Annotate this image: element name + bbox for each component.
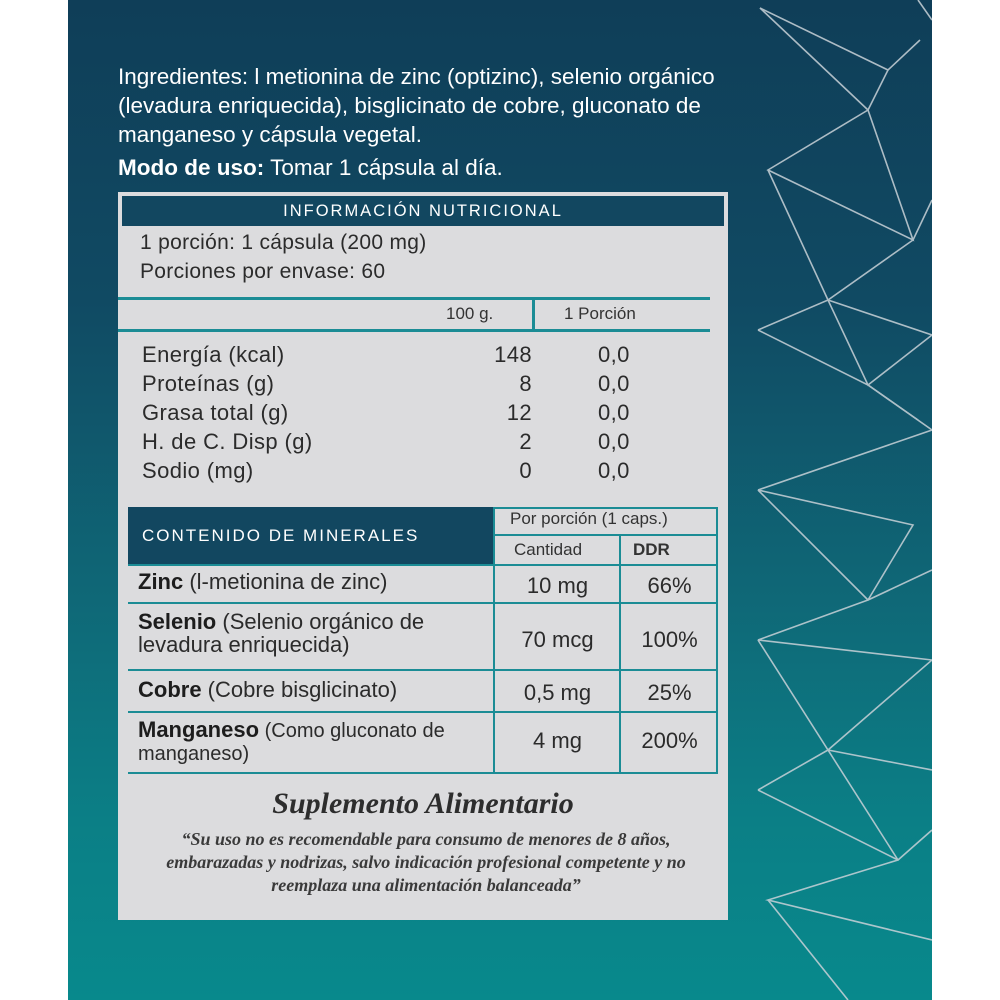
qty-column-label: Cantidad (514, 540, 583, 559)
nutrient-100g: 0 (519, 458, 532, 483)
nutrient-portion: 0,0 (598, 400, 630, 425)
usage-text: Tomar 1 cápsula al día. (270, 155, 503, 180)
mineral-name: Selenio (138, 609, 217, 634)
nutrient-label: Sodio (mg) (142, 458, 254, 483)
nutrient-portion: 0,0 (598, 429, 630, 454)
mineral-qty: 0,5 mg (523, 680, 592, 705)
mineral-qty: 4 mg (533, 728, 582, 753)
nutrition-row (142, 400, 652, 430)
mineral-ddr: 100% (641, 627, 698, 652)
nutrient-100g: 148 (494, 342, 532, 367)
nutrient-label: H. de C. Disp (g) (142, 429, 313, 454)
servings-per-container: Porciones por envase: 60 (140, 260, 386, 283)
mineral-name: Cobre (138, 677, 202, 702)
grid-line (128, 772, 718, 774)
nutrient-label: Grasa total (g) (142, 400, 289, 425)
supplement-title: Suplemento Alimentario (272, 787, 574, 820)
ingredients-text: Ingredientes: l metionina de zinc (optizinc), selenio orgánico (levadura enriquecida), bisglicinato de cobre, gluconato de manganeso y cápsula vegetal. (118, 64, 715, 147)
rule-bottom (118, 329, 710, 332)
mineral-name: Manganeso (138, 717, 260, 742)
col-100g: 100 g. (446, 304, 494, 323)
mineral-ddr: 66% (647, 573, 692, 598)
grid-line (493, 534, 718, 536)
column-divider (532, 297, 535, 332)
nutrition-row (142, 458, 652, 488)
nutrition-row (142, 342, 652, 372)
nutrient-label: Proteínas (g) (142, 371, 275, 396)
warning-text: “Su uso no es recomendable para consumo de menores de 8 años, embarazadas y nodrizas, salvo indicación profesional competente y no reemplaza una alimentación balanceada” (166, 829, 686, 895)
serving-size: 1 porción: 1 cápsula (200 mg) (140, 231, 427, 254)
grid-line (128, 711, 718, 713)
nutrient-100g: 12 (506, 400, 532, 425)
nutrient-portion: 0,0 (598, 342, 630, 367)
mineral-detail: (l-metionina de zinc) (183, 569, 388, 594)
minerals-header: CONTENIDO DE MINERALES (128, 507, 493, 564)
mineral-detail: (Selenio orgánico de levadura enriquecida) (138, 609, 425, 657)
nutrition-header: INFORMACIÓN NUTRICIONAL (122, 196, 724, 226)
nutrient-label: Energía (kcal) (142, 342, 285, 367)
mineral-detail: (Como gluconato de manganeso) (138, 720, 445, 765)
nutrient-portion: 0,0 (598, 371, 630, 396)
ddr-column-label: DDR (633, 540, 670, 559)
mineral-name: Zinc (138, 569, 184, 594)
grid-line (493, 507, 718, 509)
grid-line (128, 564, 718, 566)
nutrient-100g: 8 (519, 371, 532, 396)
grid-line (128, 602, 718, 604)
nutrient-portion: 0,0 (598, 458, 630, 483)
nutrition-row (142, 371, 652, 401)
mineral-ddr: 200% (641, 728, 698, 753)
usage-instructions (118, 153, 778, 182)
mineral-ddr: 25% (647, 680, 692, 705)
nutrition-panel (118, 192, 728, 920)
serving-info (140, 228, 427, 286)
grid-line (128, 669, 718, 671)
nutrition-row (142, 429, 652, 459)
per-portion-label: Por porción (1 caps.) (510, 509, 668, 528)
col-portion: 1 Porción (564, 304, 636, 323)
mineral-detail: (Cobre bisglicinato) (201, 677, 398, 702)
mineral-qty: 70 mcg (521, 627, 594, 652)
nutrient-100g: 2 (519, 429, 532, 454)
mineral-qty: 10 mg (526, 573, 589, 598)
usage-label: Modo de uso: (118, 155, 265, 180)
rule-top (118, 297, 710, 300)
